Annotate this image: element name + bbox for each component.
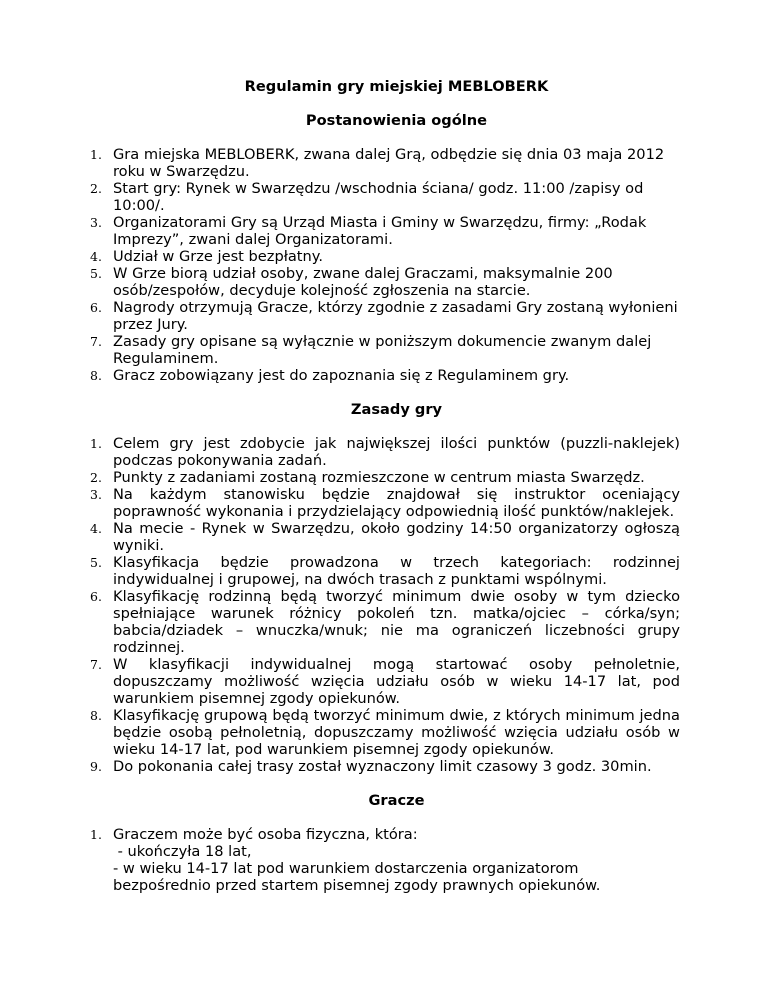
list-item — [90, 554, 680, 588]
list-item — [90, 588, 680, 656]
item-text: Punkty z zadaniami zostaną rozmieszczone w centrum miasta Swarzędz. — [113, 469, 645, 486]
sub-item: - w wieku 14-17 lat pod warunkiem dostarczenia organizatorom bezpośrednio przed startem pisemnej zgody prawnych opiekunów. — [113, 860, 601, 894]
item-text: Na każdym stanowisku będzie znajdował się instruktor oceniający poprawność wykonania i przydzielający odpowiednią ilość punktów/naklejek. — [113, 486, 680, 520]
item-text: Klasyfikację rodzinną będą tworzyć minimum dwie osoby w tym dziecko spełniające warunek różnicy pokoleń tzn. matka/ojciec – córka/syn; babcia/dziadek – wnuczka/wnuk; nie ma ograniczeń liczebności grupy rodzinnej. — [113, 588, 680, 656]
item-text: Start gry: Rynek w Swarzędzu /wschodnia ściana/ godz. 11:00 /zapisy od 10:00/. — [113, 180, 644, 214]
list-item — [90, 758, 680, 775]
list-item — [90, 707, 680, 758]
item-number: 9. — [90, 759, 102, 774]
item-text: Klasyfikacja będzie prowadzona w trzech kategoriach: rodzinnej indywidualnej i grupowej, na dwóch trasach z punktami wspólnymi. — [113, 554, 680, 588]
players-list — [90, 826, 680, 894]
item-number: 1. — [90, 436, 102, 451]
item-number: 2. — [90, 181, 102, 196]
section-heading: Postanowienia ogólne — [305, 112, 488, 129]
item-text: Graczem może być osoba fizyczna, która: — [113, 826, 418, 843]
list-item — [90, 826, 680, 894]
list-item — [90, 435, 680, 469]
list-item — [90, 367, 680, 384]
general-rules-list — [90, 146, 680, 384]
list-item — [90, 486, 680, 520]
item-text: Gracz zobowiązany jest do zapoznania się z Regulaminem gry. — [113, 367, 570, 384]
item-number: 8. — [90, 368, 102, 383]
list-item — [90, 333, 680, 367]
item-number: 4. — [90, 521, 102, 536]
list-item — [90, 146, 680, 180]
list-item — [90, 248, 680, 265]
item-number: 8. — [90, 708, 102, 723]
list-item — [90, 299, 680, 333]
item-text: Gra miejska MEBLOBERK, zwana dalej Grą, odbędzie się dnia 03 maja 2012 roku w Swarzędzu. — [113, 146, 665, 180]
list-item — [90, 180, 680, 214]
list-item — [90, 265, 680, 299]
item-text: Udział w Grze jest bezpłatny. — [113, 248, 323, 265]
item-number: 3. — [90, 487, 102, 502]
item-text: Na mecie - Rynek w Swarzędzu, około godziny 14:50 organizatorzy ogłoszą wyniki. — [113, 520, 680, 554]
item-number: 6. — [90, 589, 102, 604]
item-text: Zasady gry opisane są wyłącznie w poniższym dokumencie zwanym dalej Regulaminem. — [113, 333, 652, 367]
list-item — [90, 520, 680, 554]
section-heading: Gracze — [368, 792, 425, 809]
document-title: Regulamin gry miejskiej MEBLOBERK — [244, 78, 549, 95]
item-number: 1. — [90, 827, 102, 842]
item-number: 1. — [90, 147, 102, 162]
item-text: Nagrody otrzymują Gracze, którzy zgodnie z zasadami Gry zostaną wyłonieni przez Jury. — [113, 299, 678, 333]
list-item — [90, 469, 680, 486]
item-text: Klasyfikację grupową będą tworzyć minimum dwie, z których minimum jedna będzie osobą pełnoletnią, dopuszczamy możliwość wzięcia udziału osób w wieku 14-17 lat, pod warunkiem pisemnej zgody opiekunów. — [113, 707, 680, 758]
item-text: W klasyfikacji indywidualnej mogą startować osoby pełnoletnie, dopuszczamy możliwość wzięcia udziału osób w wieku 14-17 lat, pod warunkiem pisemnej zgody opiekunów. — [113, 656, 680, 707]
item-number: 7. — [90, 657, 102, 672]
item-number: 4. — [90, 249, 102, 264]
item-number: 3. — [90, 215, 102, 230]
section-general — [90, 112, 680, 384]
list-item — [90, 656, 680, 707]
item-text: W Grze biorą udział osoby, zwane dalej Graczami, maksymalnie 200 osób/zespołów, decyduje kolejność zgłoszenia na starcie. — [113, 265, 613, 299]
item-number: 6. — [90, 300, 102, 315]
item-number: 2. — [90, 470, 102, 485]
sub-item: - ukończyła 18 lat, — [113, 843, 252, 860]
section-game-rules — [90, 401, 680, 775]
item-text: Organizatorami Gry są Urząd Miasta i Gminy w Swarzędzu, firmy: „Rodak Imprezy”, zwani dalej Organizatorami. — [113, 214, 647, 248]
list-item — [90, 214, 680, 248]
item-text: Celem gry jest zdobycie jak największej ilości punktów (puzzli-naklejek) podczas pokonywania zadań. — [113, 435, 680, 469]
item-number: 5. — [90, 555, 102, 570]
item-number: 5. — [90, 266, 102, 281]
game-rules-list — [90, 435, 680, 775]
section-heading: Zasady gry — [350, 401, 443, 418]
item-number: 7. — [90, 334, 102, 349]
item-text: Do pokonania całej trasy został wyznaczony limit czasowy 3 godz. 30min. — [113, 758, 652, 775]
section-players — [90, 792, 680, 894]
